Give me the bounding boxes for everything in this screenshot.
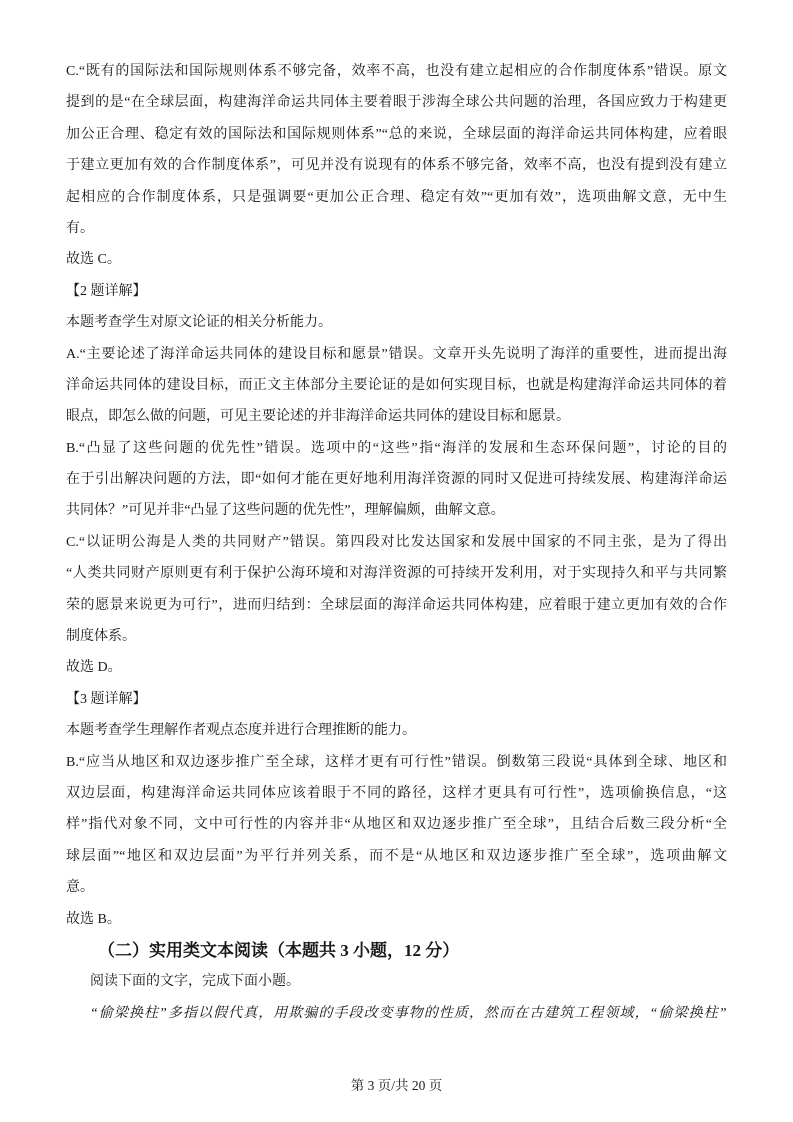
text-line: 共同体？”可见并非“凸显了这些问题的优先性”，理解偏颇，曲解文意。	[66, 503, 505, 519]
page-number: 第 3 页/共 20 页	[350, 1078, 443, 1093]
text-line: “人类共同财产原则更有利于保护公海环境和对海洋资源的可持续开发利用，对于实现持久和平与共同繁	[66, 566, 727, 582]
text-line: “偷梁换柱”多指以假代真，用欺骗的手段改变事物的性质，然而在古建筑工程领域，“偷梁换柱”	[90, 1005, 727, 1021]
text-line: 故选 D。	[66, 660, 122, 676]
text-line: 荣的愿景来说更为可行”，进而归结到：全球层面的海洋命运共同体构建，应着眼于建立更加有效的合作	[66, 597, 727, 613]
paragraph-answer-analysis-option-a	[66, 339, 727, 433]
document-body	[66, 56, 727, 1029]
text-line: 样”指代对象不同，文中可行性的内容并非“从地区和双边逐步推广至全球”，且结合后数三段分析“全	[66, 817, 727, 833]
text-line: 于建立更加有效的合作制度体系”，可见并没有说现有的体系不够完备，效率不高，也没有提到没有建立	[66, 158, 727, 174]
text-line: 在于引出解决问题的方法，即“如何才能在更好地利用海洋资源的同时又促进可持续发展、构建海洋命运	[66, 472, 727, 488]
text-line: 本题考查学生理解作者观点态度并进行合理推断的能力。	[66, 723, 416, 739]
text-line: C.“以证明公海是人类的共同财产”错误。第四段对比发达国家和发展中国家的不同主张，是为了得出	[66, 534, 727, 550]
paragraph-exam-point	[66, 715, 727, 746]
text-line: 起相应的合作制度体系，只是强调要“更加公正合理、稳定有效”“更加有效”，选项曲解文意，无中生	[66, 189, 727, 205]
text-line: 眼点，即怎么做的问题，可见主要论述的并非海洋命运共同体的建设目标和愿景。	[66, 409, 570, 425]
text-line: 加公正合理、稳定有效的国际法和国际规则体系”“总的来说，全球层面的海洋命运共同体构建，应着眼	[66, 126, 727, 142]
text-line: B.“应当从地区和双边逐步推广至全球，这样才更有可行性”错误。倒数第三段说“具体到全球、地区和	[66, 754, 727, 770]
text-line: 故选 B。	[66, 911, 121, 927]
text-line: 故选 C。	[66, 252, 121, 268]
paragraph-conclusion	[66, 652, 727, 683]
paragraph-question-label	[66, 684, 727, 715]
text-line: 阅读下面的文字，完成下面小题。	[90, 974, 300, 990]
paragraph-answer-analysis-option-b	[66, 433, 727, 527]
text-line: B.“凸显了这些问题的优先性”错误。选项中的“这些”指“海洋的发展和生态环保问题”，讨论的目的	[66, 440, 727, 456]
text-line: 本题考查学生对原文论证的相关分析能力。	[66, 315, 332, 331]
text-line: 提到的是“在全球层面，构建海洋命运共同体主要着眼于涉海全球公共问题的治理，各国应致力于构建更	[66, 95, 727, 111]
paragraph-answer-analysis-option-b2	[66, 747, 727, 904]
paragraph-reading-instruction	[66, 966, 727, 997]
paragraph-conclusion	[66, 904, 727, 935]
text-line: 【3 题详解】	[66, 691, 147, 707]
text-line: 意。	[66, 880, 94, 896]
text-line: 【2 题详解】	[66, 283, 147, 299]
paragraph-question-label	[66, 276, 727, 307]
paragraph-conclusion	[66, 244, 727, 275]
text-line: 球层面”“地区和双边层面”为平行并列关系，而不是“从地区和双边逐步推广至全球”，选项曲解文	[66, 848, 727, 864]
paragraph-passage-text	[66, 998, 727, 1029]
text-line: 制度体系。	[66, 629, 136, 645]
text-line: 双边层面，构建海洋命运共同体应该着眼于不同的路径，这样才更具有可行性”，选项偷换信息，“这	[66, 785, 727, 801]
paragraph-answer-analysis-option-c2	[66, 527, 727, 653]
paragraph-section-heading	[66, 935, 727, 966]
text-line: A.“主要论述了海洋命运共同体的建设目标和愿景”错误。文章开头先说明了海洋的重要性，进而提出海	[66, 346, 727, 362]
text-line: 洋命运共同体的建设目标，而正文主体部分主要论证的是如何实现目标，也就是构建海洋命运共同体的着	[66, 377, 727, 393]
text-line: （二）实用类文本阅读（本题共 3 小题，12 分）	[98, 940, 460, 960]
paragraph-answer-analysis-option-c	[66, 56, 727, 244]
paragraph-exam-point	[66, 307, 727, 338]
text-line: C.“既有的国际法和国际规则体系不够完备，效率不高，也没有建立起相应的合作制度体系”错误。原文	[66, 64, 727, 79]
page-footer	[0, 1074, 793, 1094]
text-line: 有。	[66, 220, 94, 236]
